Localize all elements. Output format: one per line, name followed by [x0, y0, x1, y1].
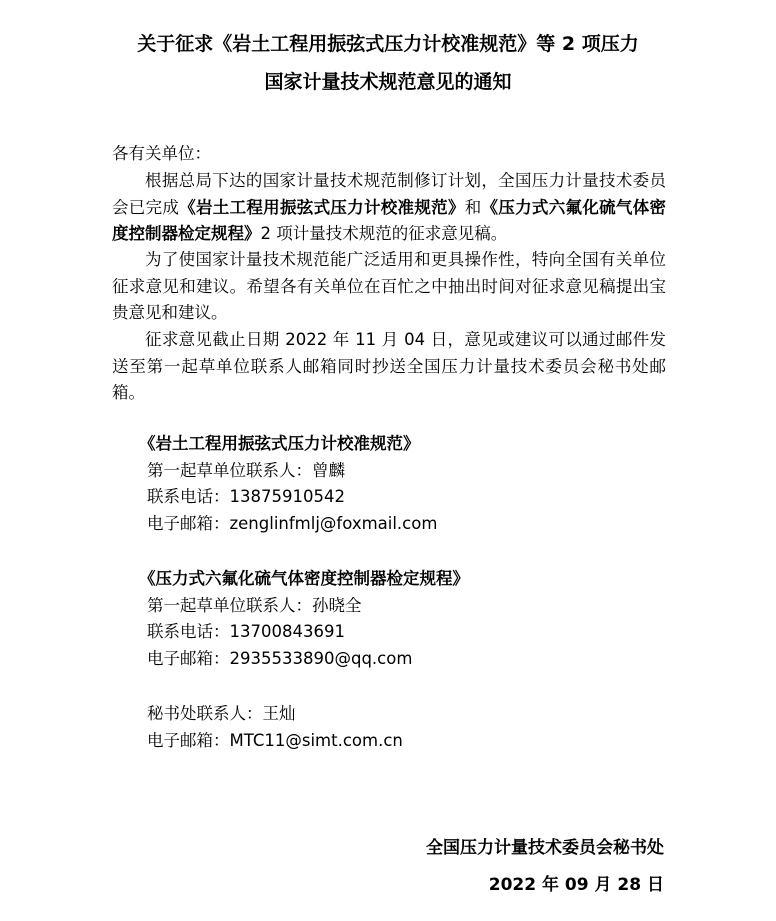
contact-1-spec-title: 《岩土工程用振弦式压力计校准规范》: [139, 434, 420, 453]
contact-1-phone: 联系电话：13875910542: [147, 487, 345, 506]
contact-2-spec-title: 《压力式六氟化硫气体密度控制器检定规程》: [139, 569, 469, 588]
paragraph-1-text-a: 根据总局下达的国家计量技术规范制修订计划，全国压力计量技术委员会已完成: [112, 171, 666, 217]
contact-1-email: 电子邮箱：zenglinfmlj@foxmail.com: [147, 513, 438, 533]
paragraph-2: 为了使国家计量技术规范能广泛适用和更具操作性，特向全国有关单位征求意见和建议。希望各有关单位在百忙之中抽出时间对征求意见稿提出宝贵意见和建议。: [112, 250, 666, 322]
signature-date: 2022 年 09 月 28 日: [488, 875, 664, 895]
paragraph-1-text-b: 和: [464, 197, 482, 217]
secretariat-person: 秘书处联系人：王灿: [147, 704, 296, 723]
title-line-1: 关于征求《岩土工程用振弦式压力计校准规范》等 2 项压力: [137, 33, 639, 55]
paragraph-3: 征求意见截止日期 2022 年 11 月 04 日，意见或建议可以通过邮件发送至第一起草单位联系人邮箱同时抄送全国压力计量技术委员会秘书处邮箱。: [112, 330, 666, 402]
contact-1-person: 第一起草单位联系人：曾麟: [147, 460, 345, 480]
paragraph-1-text-c: 2 项计量技术规范的征求意见稿。: [260, 224, 508, 243]
paragraph-1-spec-2: 《压力式六氟化硫气体密度控制器检定规程》: [112, 197, 666, 243]
paragraph-1-spec-1: 《岩土工程用振弦式压力计校准规范》: [179, 197, 465, 217]
contact-block-1: [139, 431, 438, 537]
secretariat-email: 电子邮箱：MTC11@simt.com.cn: [147, 730, 403, 750]
signature-organization: 全国压力计量技术委员会秘书处: [426, 838, 664, 858]
title-line-2: 国家计量技术规范意见的通知: [264, 71, 512, 93]
salutation: 各有关单位：: [112, 144, 211, 163]
paragraph-1: [112, 168, 666, 248]
notice-title: [40, 25, 736, 101]
contact-block-2: [139, 566, 469, 672]
contact-2-phone: 联系电话：13700843691: [147, 622, 345, 641]
contact-2-email: 电子邮箱：2935533890@qq.com: [147, 648, 413, 668]
contact-2-person: 第一起草单位联系人：孙晓全: [147, 595, 362, 615]
secretariat-contact: [147, 701, 403, 754]
